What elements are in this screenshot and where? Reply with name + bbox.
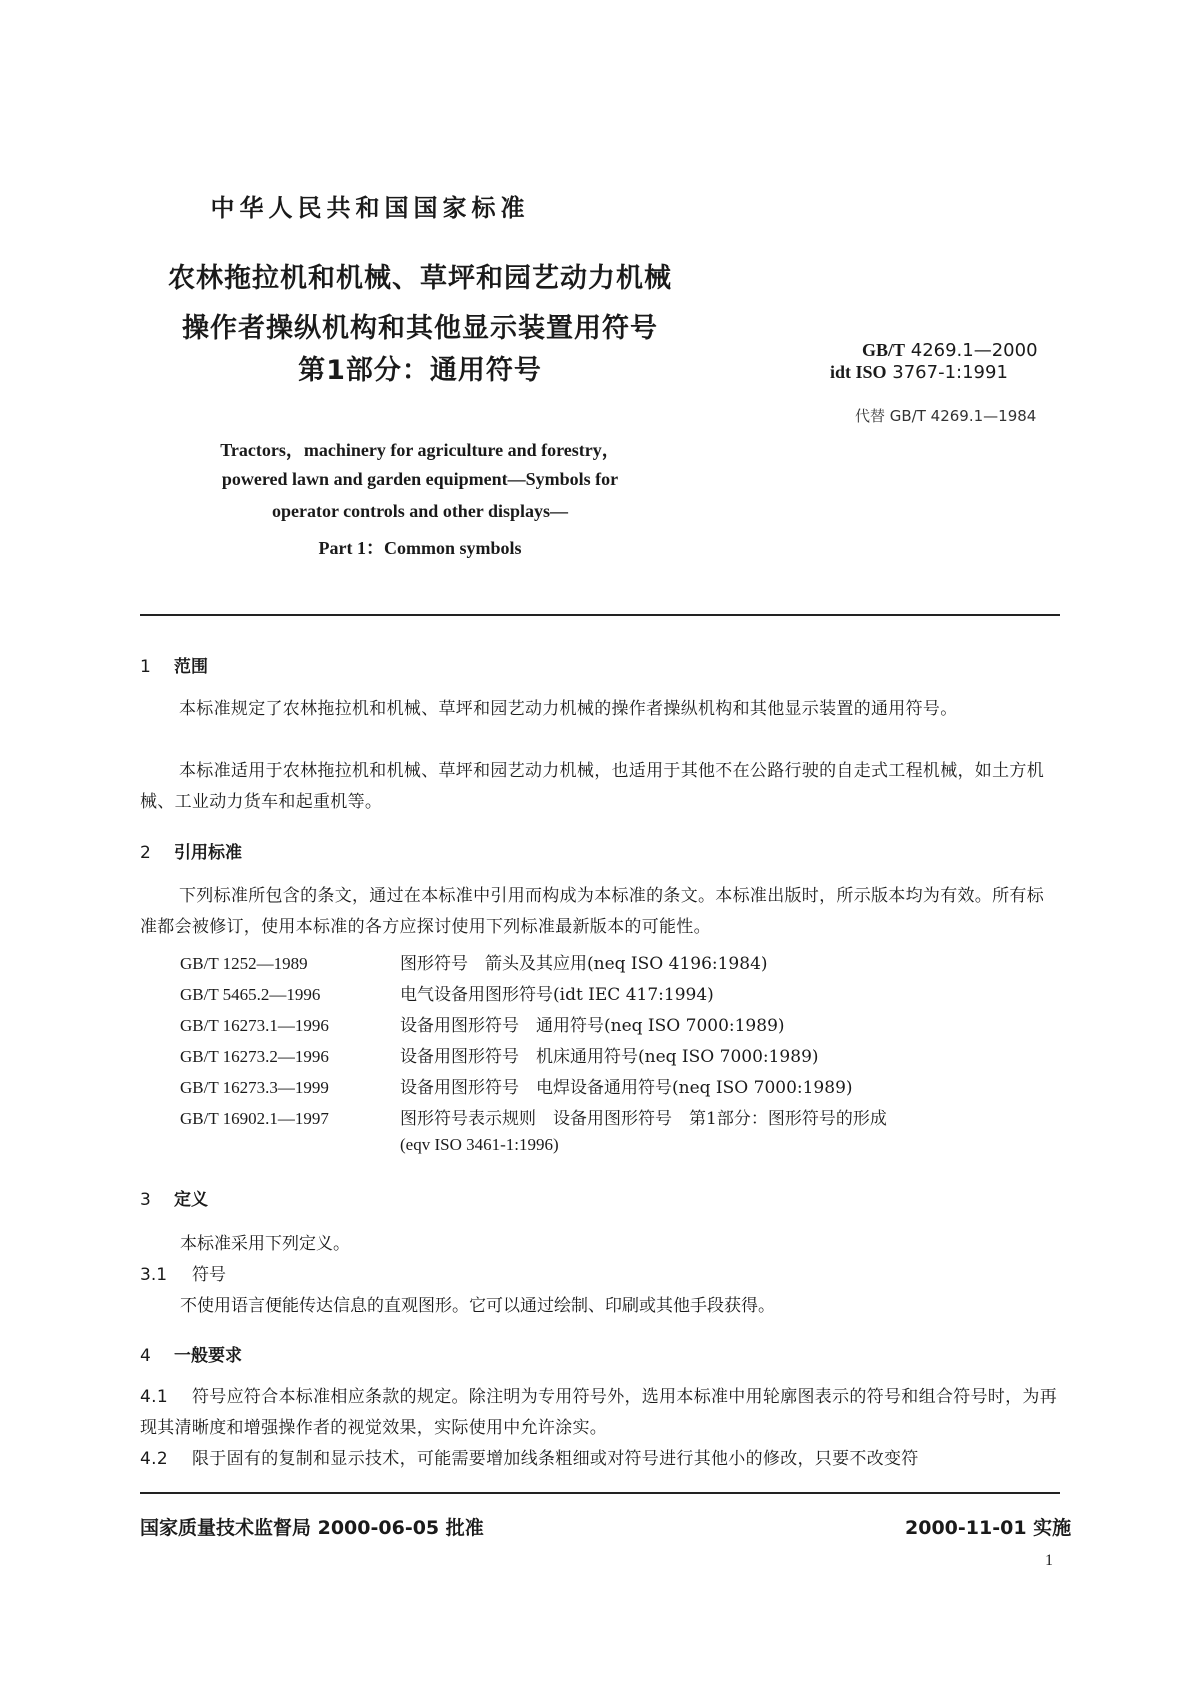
section-4-2-paragraph xyxy=(140,1444,1060,1475)
reference-item xyxy=(180,1042,819,1067)
reference-item xyxy=(180,1073,853,1098)
reference-title: 图形符号 箭头及其应用(neq ISO 4196:1984) xyxy=(400,954,768,974)
section-4-1-paragraph xyxy=(140,1382,1060,1444)
reference-item xyxy=(180,1104,887,1129)
reference-title: 电气设备用图形符号(idt IEC 417:1994) xyxy=(400,985,714,1005)
section-1-paragraph-1: 本标准规定了农林拖拉机和机械、草坪和园艺动力机械的操作者操纵机构和其他显示装置的通用符号。 xyxy=(179,699,958,719)
standard-code xyxy=(862,340,1038,361)
section-3-paragraph-1: 本标准采用下列定义。 xyxy=(180,1234,350,1254)
title-en-line-2: powered lawn and garden equipment—Symbols for xyxy=(221,469,619,489)
section-3-1-paragraph: 不使用语言便能传达信息的直观图形。它可以通过绘制、印刷或其他手段获得。 xyxy=(180,1296,775,1316)
reference-continuation: (eqv ISO 3461-1:1996) xyxy=(400,1135,559,1154)
footer-divider xyxy=(140,1492,1060,1494)
title-zh-line-1: 农林拖拉机和机械、草坪和园艺动力机械 xyxy=(168,263,672,294)
standard-code-number: 4269.1—2000 xyxy=(910,340,1038,361)
section-3-1-heading xyxy=(140,1260,226,1285)
title-en-line-3: operator controls and other displays— xyxy=(271,501,569,521)
reference-code: GB/T 16273.2—1996 xyxy=(180,1047,329,1066)
section-3-1-title: 符号 xyxy=(192,1265,226,1285)
section-3-number: 3 xyxy=(140,1190,151,1210)
implementation-date: 2000-11-01 实施 xyxy=(905,1517,1072,1539)
section-4-number: 4 xyxy=(140,1346,151,1366)
section-2-title: 引用标准 xyxy=(174,843,242,863)
section-4-1-text: 符号应符合本标准相应条款的规定。除注明为专用符号外，选用本标准中用轮廓图表示的符号和组合符号时，为再现其清晰度和增强操作者的视觉效果，实际使用中允许涂实。 xyxy=(140,1387,1057,1438)
section-1-number: 1 xyxy=(140,657,151,677)
section-3-title: 定义 xyxy=(174,1190,208,1210)
section-4-2-text: 限于固有的复制和显示技术，可能需要增加线条粗细或对符号进行其他小的修改，只要不改变符 xyxy=(192,1449,919,1469)
reference-item xyxy=(180,949,768,974)
section-3-1-number: 3.1 xyxy=(140,1265,168,1285)
reference-item xyxy=(180,1011,785,1036)
iso-equivalent-number: 3767-1:1991 xyxy=(892,362,1008,383)
replaces-note: 代替 GB/T 4269.1—1984 xyxy=(855,407,1037,425)
section-3-heading xyxy=(140,1185,208,1210)
title-zh-line-2: 操作者操纵机构和其他显示装置用符号 xyxy=(182,313,658,344)
reference-item xyxy=(180,980,714,1005)
reference-code: GB/T 16273.1—1996 xyxy=(180,1016,329,1035)
header-divider xyxy=(140,614,1060,616)
section-2-paragraph-1: 下列标准所包含的条文，通过在本标准中引用而构成为本标准的条文。本标准出版时，所示版本均为有效。所有标准都会被修订，使用本标准的各方应探讨使用下列标准最新版本的可能性。 xyxy=(140,886,1044,937)
reference-code: GB/T 16273.3—1999 xyxy=(180,1078,329,1097)
section-1-heading xyxy=(140,652,208,677)
section-1-title: 范围 xyxy=(174,657,208,677)
section-4-title: 一般要求 xyxy=(174,1346,242,1366)
section-4-2-number: 4.2 xyxy=(140,1449,168,1469)
standard-code-prefix: GB/T xyxy=(862,340,906,360)
reference-code: GB/T 5465.2—1996 xyxy=(180,985,321,1004)
national-standard-heading: 中华人民共和国国家标准 xyxy=(210,194,530,222)
section-2-number: 2 xyxy=(140,843,151,863)
reference-title: 设备用图形符号 机床通用符号(neq ISO 7000:1989) xyxy=(400,1047,819,1067)
section-4-heading xyxy=(140,1341,242,1366)
reference-title: 设备用图形符号 电焊设备通用符号(neq ISO 7000:1989) xyxy=(400,1078,853,1098)
reference-code: GB/T 16902.1—1997 xyxy=(180,1109,329,1128)
reference-title: 图形符号表示规则 设备用图形符号 第1部分：图形符号的形成 xyxy=(400,1109,887,1129)
section-4-1-number: 4.1 xyxy=(140,1387,168,1407)
iso-equivalent xyxy=(830,362,1008,383)
reference-code: GB/T 1252—1989 xyxy=(180,954,308,973)
title-zh-line-3: 第1部分：通用符号 xyxy=(298,355,542,386)
page-number: 1 xyxy=(1045,1552,1053,1569)
approval-date: 国家质量技术监督局 2000-06-05 批准 xyxy=(140,1517,484,1539)
title-en-line-1: Tractors，machinery for agriculture and forestry， xyxy=(220,440,620,460)
section-2-heading xyxy=(140,838,242,863)
title-en-line-4: Part 1：Common symbols xyxy=(318,538,522,558)
section-1-paragraph-2: 本标准适用于农林拖拉机和机械、草坪和园艺动力机械，也适用于其他不在公路行驶的自走式工程机械，如土方机械、工业动力货车和起重机等。 xyxy=(140,761,1044,812)
iso-equivalent-prefix: idt ISO xyxy=(830,362,887,382)
reference-title: 设备用图形符号 通用符号(neq ISO 7000:1989) xyxy=(400,1016,785,1036)
